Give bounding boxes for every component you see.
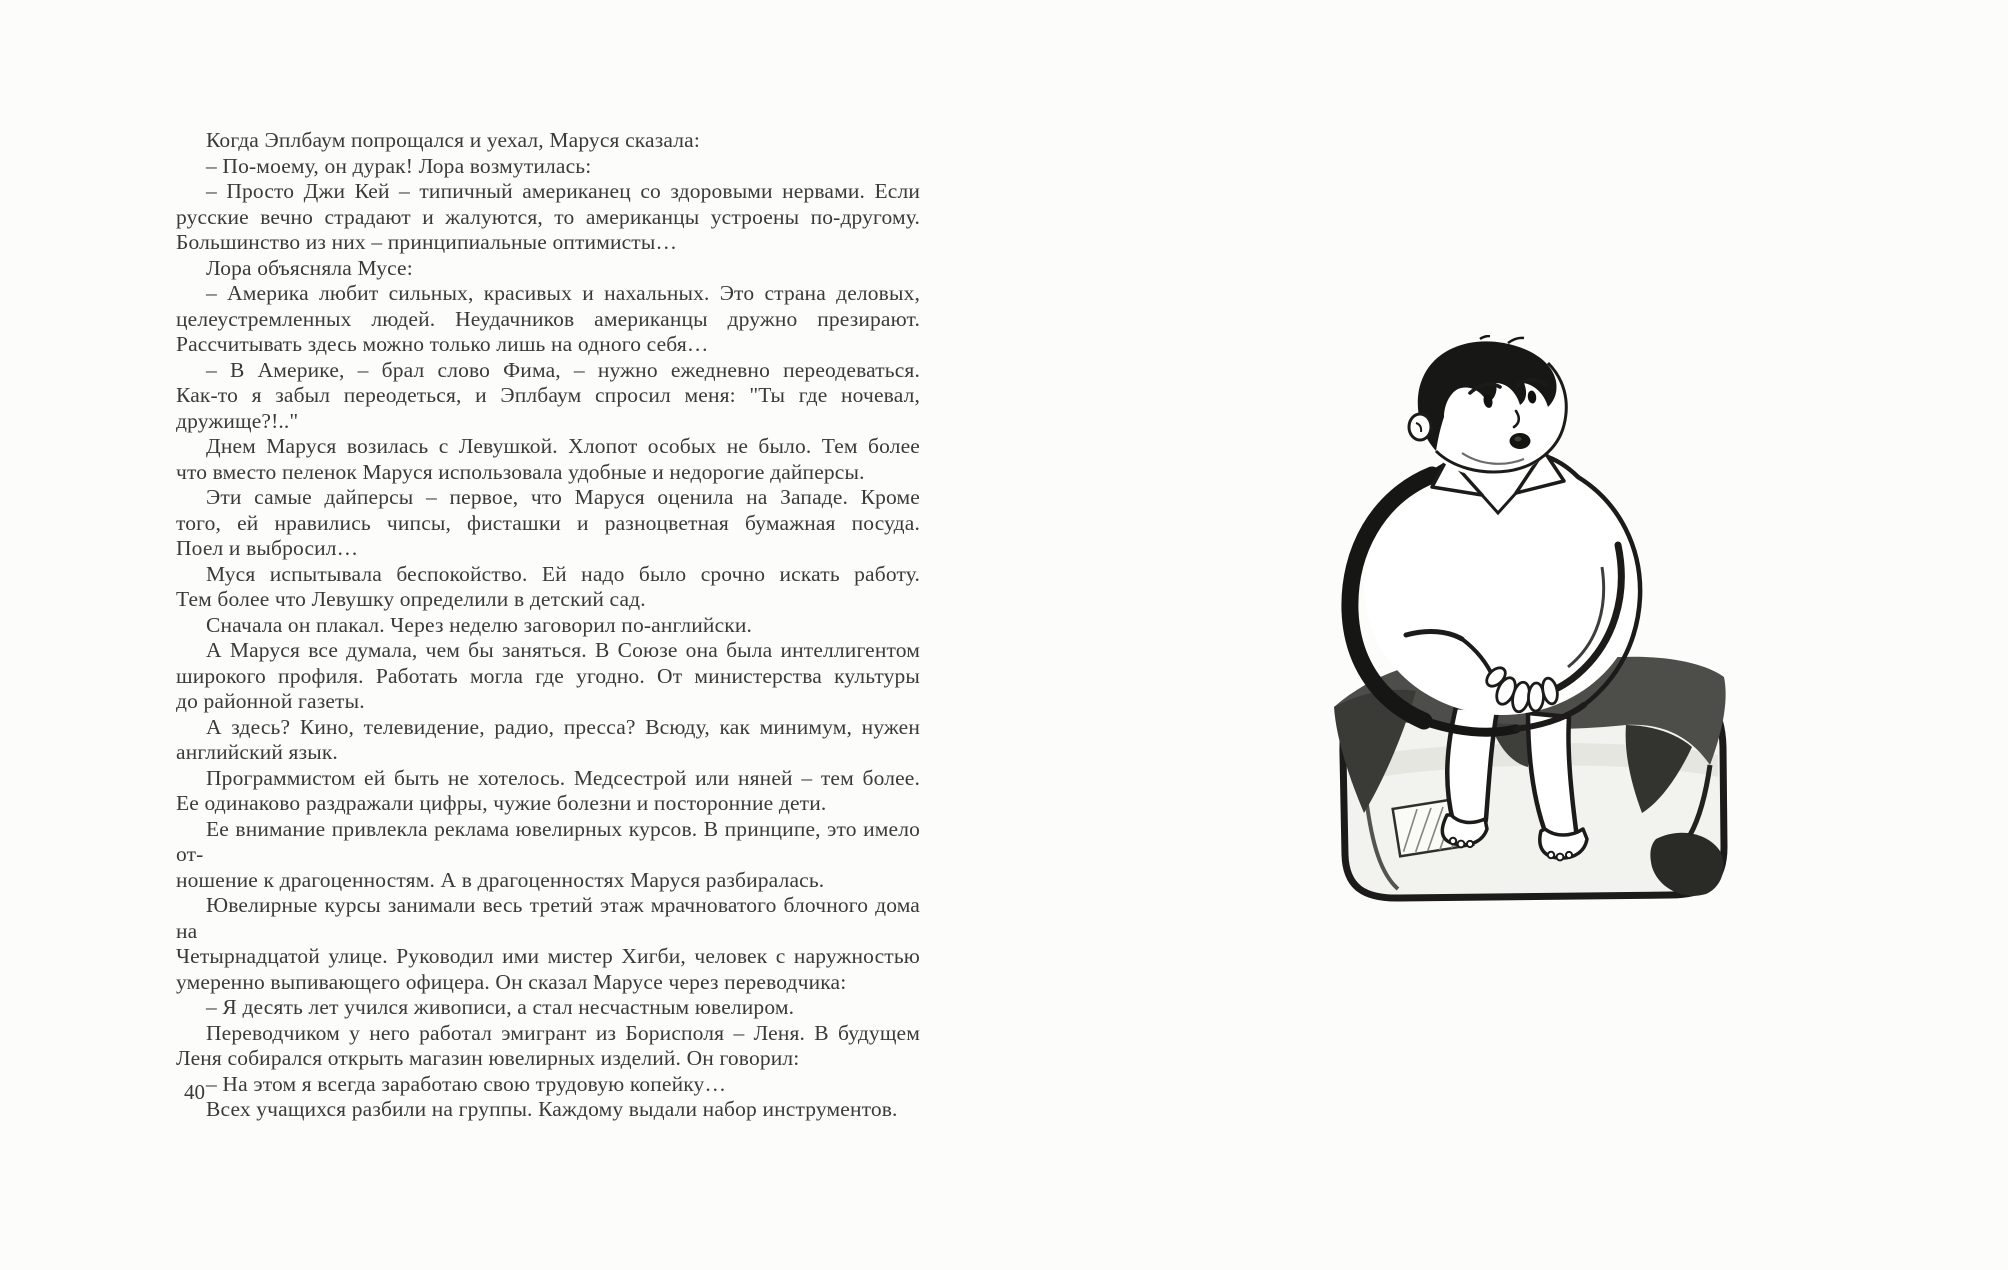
text-line: Леня собирался открыть магазин ювелирных изделий. Он говорил: [176,1046,800,1070]
text-line: Тем более что Левушку определили в детский сад. [176,587,646,611]
text-line: Ее одинаково раздражали цифры, чужие болезни и посторонние дети. [176,791,827,815]
text-line: до районной газеты. [176,689,365,713]
text-line: – Просто Джи Кей – типичный американец со здоровыми нервами. Если [206,179,920,203]
text-line: английский язык. [176,740,338,764]
text-line: Поел и выбросил… [176,536,359,560]
text-line: Эти самые дайперсы – первое, что Маруся оценила на Западе. Кроме [206,485,920,509]
text-line: – По-моему, он дурак! Лора возмутилась: [206,153,592,178]
text-line: широкого профиля. Работать могла где угодно. От министерства культуры [176,663,920,688]
text-line: Ювелирные курсы занимали весь третий этаж мрачноватого блочного дома на [176,893,920,943]
text-line: Рассчитывать здесь можно только лишь на одного себя… [176,332,709,356]
text-line: дружище?!.." [176,408,299,433]
text-line: Как-то я забыл переодеться, и Эплбаум спросил меня: "Ты где ночевал, [176,383,920,407]
text-line: – В Америке, – брал слово Фима, – нужно ежедневно переодеваться. [206,357,920,382]
text-line: Всех учащихся разбили на группы. Каждому выдали набор инструментов. [206,1097,898,1121]
text-line: Большинство из них – принципиальные оптимисты… [176,230,678,254]
text-line: что вместо пеленок Маруся использовала удобные и недорогие дайперсы. [176,459,865,484]
text-line: – Америка любит сильных, красивых и нахальных. Это страна деловых, [206,281,920,305]
text-line: русские вечно страдают и жалуются, то американцы устроены по-другому. [176,204,920,229]
text-line: Лора объясняла Мусе: [206,255,413,280]
text-line: А здесь? Кино, телевидение, радио, пресса? Всюду, как минимум, нужен [206,714,920,739]
text-line: – Я десять лет учился живописи, а стал несчастным ювелиром. [206,995,795,1019]
text-line: целеустремленных людей. Неудачников американцы дружно презирают. [176,306,920,331]
text-line: Четырнадцатой улице. Руководил ими мистер Хигби, человек с наружностью [176,944,920,968]
text-line: Переводчиком у него работал эмигрант из Борисполя – Леня. В будущем [206,1020,920,1045]
page-number: 40 [184,1080,205,1104]
text-line: того, ей нравились чипсы, фисташки и разноцветная бумажная посуда. [176,510,920,535]
boy-on-suitcase-illustration [1320,335,1835,945]
text-line: умеренно выпивающего офицера. Он сказал Марусе через переводчика: [176,969,847,994]
text-line: Муся испытывала беспокойство. Ей надо было срочно искать работу. [206,561,920,586]
text-line: – На этом я всегда заработаю свою трудовую копейку… [206,1071,727,1096]
text-line: Программистом ей быть не хотелось. Медсестрой или няней – тем более. [206,765,920,790]
text-line: Сначала он плакал. Через неделю заговорил по-английски. [206,612,753,637]
text-block [176,128,920,1123]
text-line: А Маруся все думала, чем бы заняться. В Союзе она была интеллигентом [206,638,920,662]
text-line: ношение к драгоценностям. А в драгоценностях Маруся разбиралась. [176,867,825,892]
text-line: Ее внимание привлекла реклама ювелирных курсов. В принципе, это имело от- [176,816,920,866]
text-line: Когда Эплбаум попрощался и уехал, Маруся сказала: [206,128,700,152]
text-line: Днем Маруся возилась с Левушкой. Хлопот особых не было. Тем более [206,434,920,458]
head-drawing [1409,336,1566,477]
